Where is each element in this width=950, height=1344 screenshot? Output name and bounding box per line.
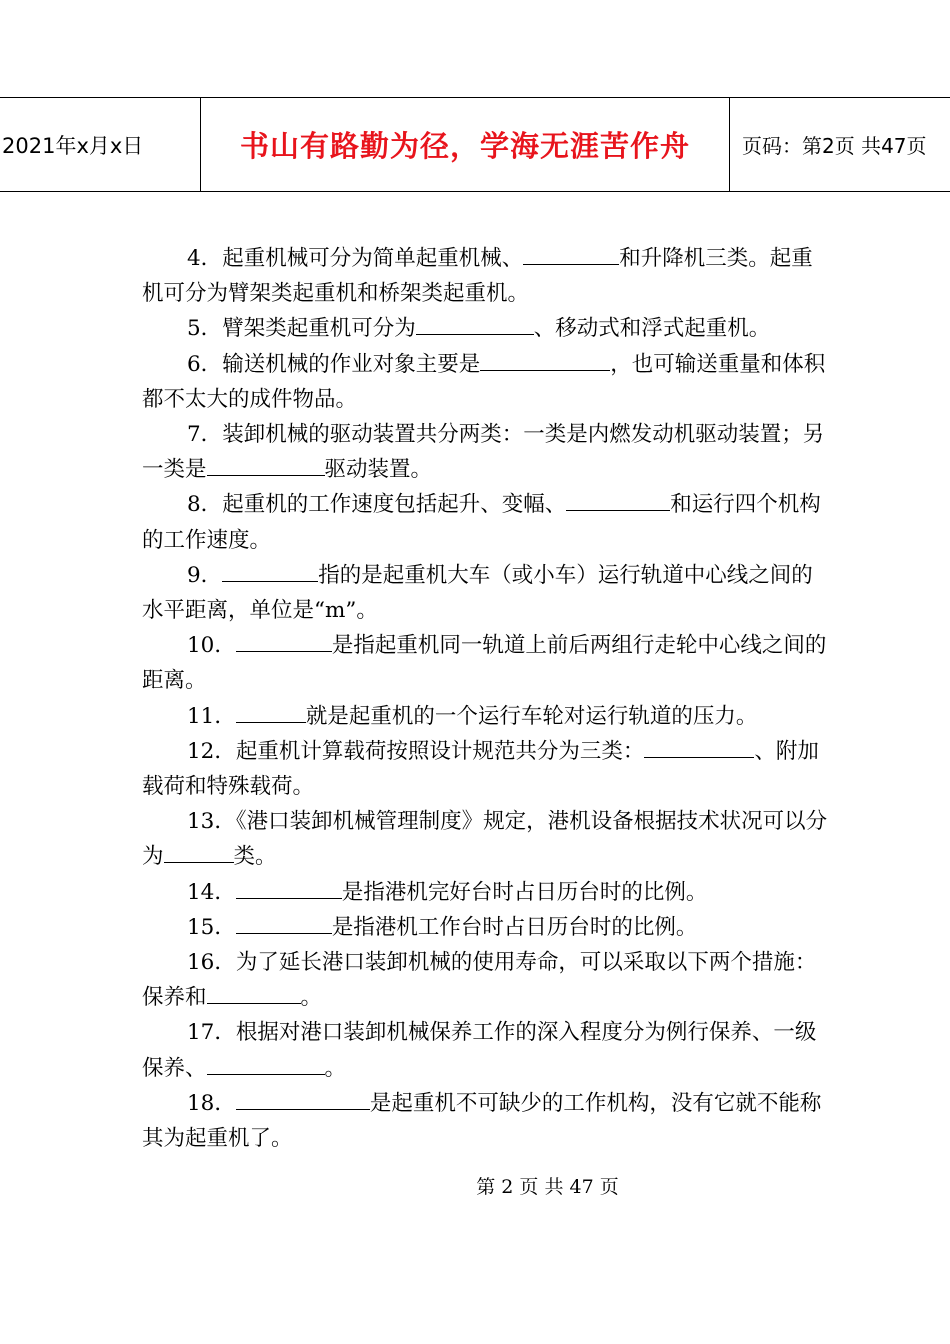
answer-blank (523, 242, 619, 265)
question-text: ，也可输送重量和体积都不太大的成件物品。 (142, 351, 826, 412)
question-number: 18． (187, 1090, 236, 1116)
question-number: 17． (187, 1020, 236, 1046)
question-15 (142, 910, 828, 945)
answer-blank (236, 629, 332, 652)
answer-blank (644, 735, 754, 758)
question-text: 臂架类起重机可分为 (222, 316, 416, 342)
answer-blank (164, 840, 234, 863)
question-7 (142, 417, 828, 487)
page-header (0, 97, 950, 192)
header-date: 2021年x月x日 (0, 98, 201, 191)
question-text: 类。 (233, 844, 277, 870)
question-text: 是指港机完好台时占日历台时的比例。 (341, 879, 708, 905)
question-6 (142, 347, 828, 417)
question-list (142, 241, 828, 1156)
question-number: 14． (187, 879, 236, 905)
header-page-info: 页码：第2页 共47页 (742, 134, 927, 158)
answer-blank (207, 981, 301, 1004)
question-11 (142, 699, 828, 734)
question-text: 和运行四个机构的工作速度。 (142, 492, 821, 553)
question-number: 9． (187, 562, 223, 588)
question-text: 指的是起重机大车（或小车）运行轨道中心线之间的水平距离，单位是“m”。 (142, 562, 813, 624)
question-number: 16． (187, 950, 236, 976)
question-number: 12． (187, 738, 236, 764)
question-text: 《港口装卸机械管理制度》规定，港机设备根据技术状况可以分为 (142, 809, 828, 870)
question-text: 是指港机工作台时占日历台时的比例。 (331, 914, 698, 940)
answer-blank (236, 876, 342, 899)
question-text: 和升降机三类。起重机可分为臂架类起重机和桥架类起重机。 (142, 246, 813, 307)
question-text: 是起重机不可缺少的工作机构，没有它就不能称其为起重机了。 (142, 1090, 822, 1152)
question-16 (142, 945, 828, 1015)
answer-blank (236, 700, 306, 723)
question-text: 起重机的工作速度包括起升、变幅、 (222, 492, 567, 518)
question-number: 5． (187, 316, 223, 342)
answer-blank (236, 911, 332, 934)
question-12 (142, 734, 828, 804)
question-text: 输送机械的作业对象主要是 (222, 351, 481, 377)
question-number: 15． (187, 914, 236, 940)
question-9 (142, 558, 828, 628)
answer-blank (480, 348, 610, 371)
question-number: 13． (187, 809, 236, 835)
question-10 (142, 628, 828, 698)
question-text: 、附加载荷和特殊载荷。 (142, 738, 819, 800)
question-4 (142, 241, 828, 311)
question-text: 。 (324, 1055, 347, 1081)
question-text: 就是起重机的一个运行车轮对运行轨道的压力。 (305, 703, 758, 729)
answer-blank (416, 312, 534, 335)
question-13 (142, 804, 828, 874)
question-text: 驱动装置。 (324, 457, 433, 483)
question-text: 、移动式和浮式起重机。 (533, 316, 771, 342)
answer-blank (207, 453, 325, 476)
question-18 (142, 1086, 828, 1156)
question-number: 11． (187, 703, 236, 729)
header-motto: 书山有路勤为径，学海无涯苦作舟 (201, 98, 730, 191)
question-8 (142, 487, 828, 557)
question-text: 根据对港口装卸机械保养工作的深入程度分为例行保养、一级保养、 (142, 1020, 817, 1081)
question-number: 7． (187, 422, 223, 448)
question-text: 。 (300, 985, 323, 1011)
question-5 (142, 311, 828, 346)
answer-blank (222, 559, 318, 582)
question-14 (142, 875, 828, 910)
question-text: 起重机计算载荷按照设计规范共分为三类： (235, 738, 645, 764)
page-footer: 第 2 页 共 47 页 (476, 1176, 619, 1198)
question-text: 装卸机械的驱动装置共分两类：一类是内燃发动机驱动装置；另一类是 (142, 422, 825, 483)
answer-blank (566, 488, 670, 511)
question-text: 起重机械可分为简单起重机械、 (222, 246, 524, 271)
answer-blank (207, 1052, 325, 1075)
question-text: 为了延长港口装卸机械的使用寿命，可以采取以下两个措施：保养和 (142, 950, 817, 1011)
question-17 (142, 1015, 828, 1085)
question-number: 10． (187, 633, 236, 659)
question-number: 4． (187, 246, 223, 271)
question-number: 6． (187, 351, 223, 377)
question-text: 是指起重机同一轨道上前后两组行走轮中心线之间的距离。 (142, 633, 827, 694)
question-number: 8． (187, 492, 223, 518)
answer-blank (236, 1087, 370, 1110)
